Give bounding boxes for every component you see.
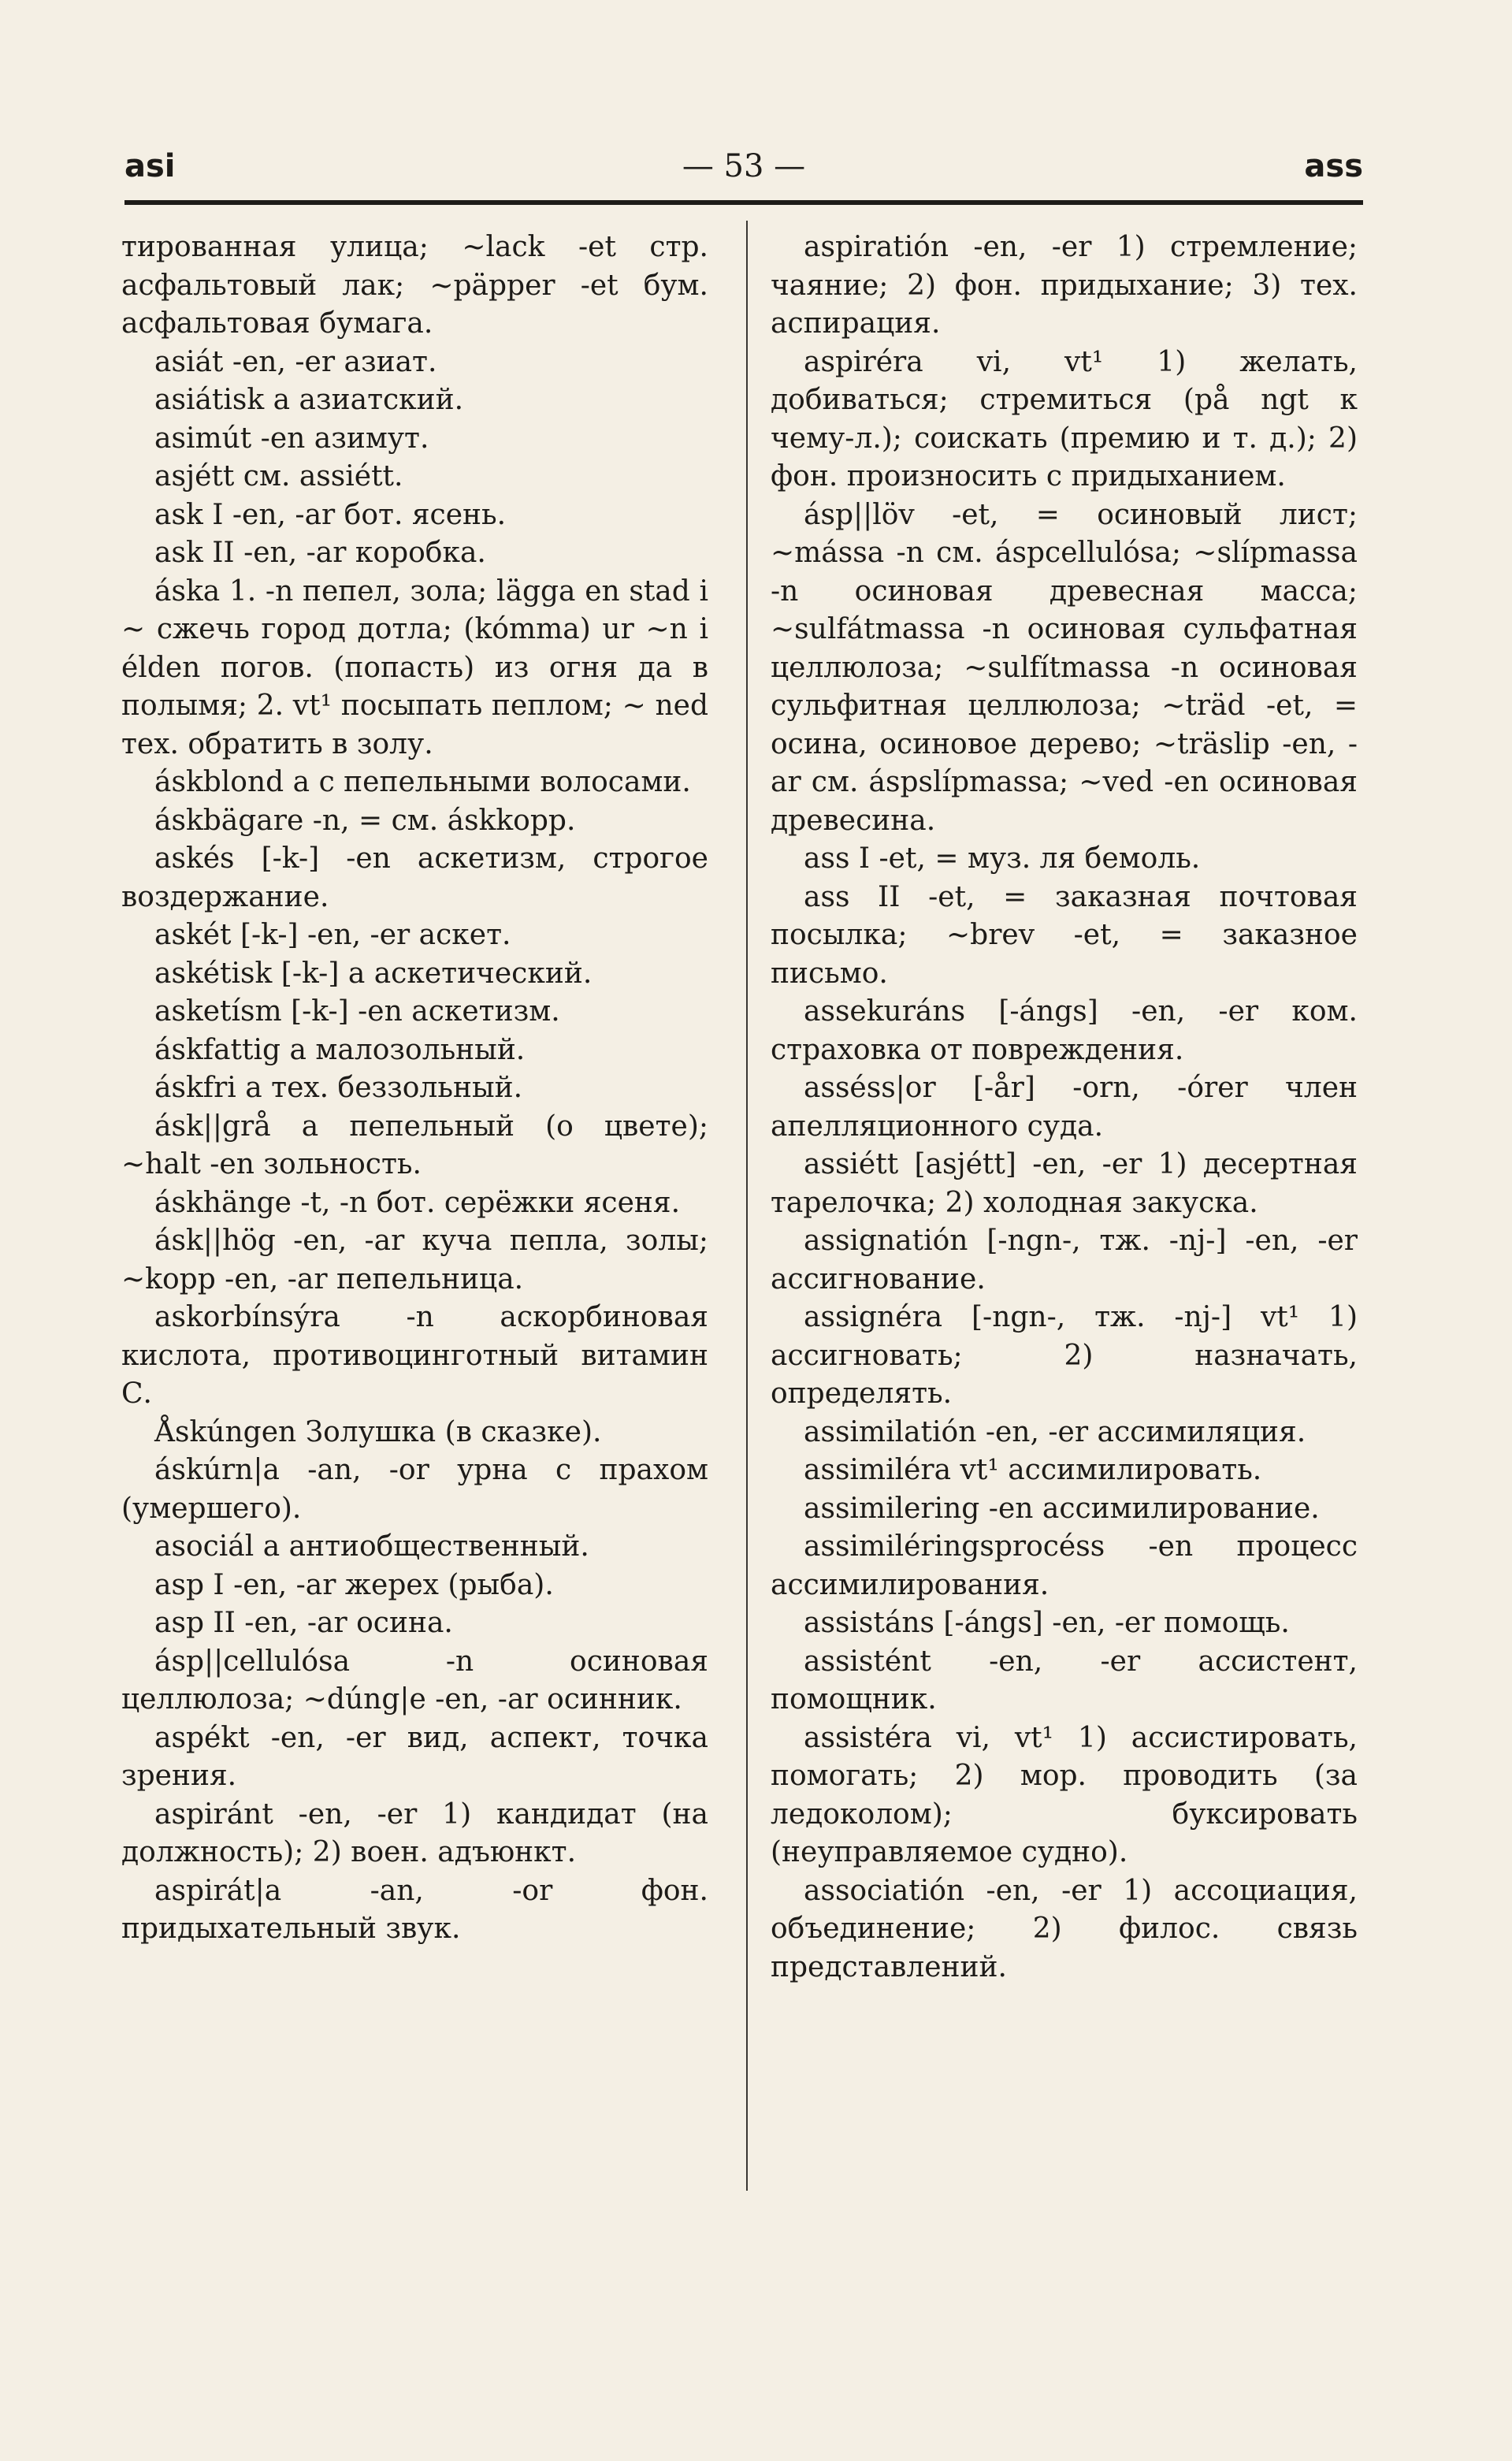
dictionary-entry: associatión -en, -er 1) ассоциация, объединение; 2) филос. связь представлений.	[771, 1874, 1358, 1983]
dictionary-entry: ass I -et, = муз. ля бемоль.	[804, 842, 1201, 875]
dictionary-entry: assistént -en, -er ассистент, помощник.	[771, 1645, 1358, 1716]
dictionary-entry: ask I -en, -ar бот. ясень.	[154, 498, 507, 531]
dictionary-entry: aspékt -en, -er вид, аспект, точка зрения.	[121, 1721, 708, 1792]
dictionary-entry: áskblond a с пепельными волосами.	[154, 766, 691, 798]
dictionary-entry: askés [-k-] -en аскетизм, строгое воздержание.	[121, 842, 708, 913]
dictionary-entry: assimiléra vt¹ ассимилировать.	[804, 1454, 1262, 1486]
dictionary-entry: ass II -et, = заказная почтовая посылка; ~brev -et, = заказное письмо.	[771, 880, 1358, 990]
dictionary-entry: áskhänge -t, -n бот. серёжки ясеня.	[154, 1186, 681, 1219]
dictionary-entry: askét [-k-] -en, -er аскет.	[154, 919, 511, 951]
dictionary-entry: aspirát|a -an, -or фон. придыхательный звук.	[121, 1874, 708, 1945]
dictionary-entry: asimút -en азимут.	[154, 422, 429, 455]
dictionary-entry: assekuráns [-ángs] -en, -er ком. страховка от повреждения.	[771, 995, 1358, 1066]
dictionary-entry: áskúrn|a -an, -or урна с прахом (умершего).	[121, 1454, 708, 1525]
dictionary-entry: assistáns [-ángs] -en, -er помощь.	[804, 1607, 1290, 1639]
dictionary-entry: asséss|or [-år] -orn, -órer член апелляционного суда.	[771, 1072, 1358, 1143]
dictionary-entry: askorbínsýra -n аскорбиновая кислота, противоцинготный витамин С.	[121, 1301, 708, 1410]
dictionary-entry: áska 1. -n пепел, зола; lägga en stad i ~ сжечь город дотла; (kómma) ur ~n i élden погов. (попасть) из огня да в полымя; 2. vt¹ посыпать пеплом; ~ ned тех. обратить в золу.	[121, 574, 708, 760]
dictionary-entry: asketísm [-k-] -en аскетизм.	[154, 995, 560, 1028]
dictionary-entry: áskfattig a малозольный.	[154, 1033, 526, 1066]
dictionary-entry: assimilatión -en, -er ассимиляция.	[804, 1415, 1306, 1448]
dictionary-entry: asp I -en, -ar жерех (рыба).	[154, 1568, 554, 1601]
dictionary-entry: áskbägare -n, = см. áskkopp.	[154, 804, 576, 837]
dictionary-entry: assignéra [-ngn-, тж. -nj-] vt¹ 1) ассигновать; 2) назначать, определять.	[771, 1301, 1358, 1410]
right-column	[771, 229, 1358, 1987]
dictionary-entry: ásk||grå a пепельный (о цвете); ~halt -en зольность.	[121, 1110, 708, 1180]
page-header	[124, 142, 1363, 197]
dictionary-entry: assimilering -en ассимилирование.	[804, 1492, 1320, 1525]
dictionary-entry: asp II -en, -ar осина.	[154, 1607, 453, 1639]
dictionary-entry: ásk||hög -en, -ar куча пепла, золы; ~kopp -en, -ar пепельница.	[121, 1225, 708, 1296]
dictionary-entry: assimiléringsprocéss -en процесс ассимилирования.	[771, 1530, 1358, 1601]
dictionary-entry: asiátisk a азиатский.	[154, 384, 464, 416]
dictionary-entry: asjétt см. assiétt.	[154, 460, 403, 493]
dictionary-entry: askétisk [-k-] a аскетический.	[154, 957, 593, 990]
dictionary-entry: assignatión [-ngn-, тж. -nj-] -en, -er ассигнование.	[771, 1225, 1358, 1296]
dictionary-entry: asiát -en, -er азиат.	[154, 345, 437, 378]
dictionary-entry: Åskúngen Золушка (в сказке).	[154, 1415, 602, 1448]
dictionary-entry: ásp||löv -et, = осиновый лист; ~mássa -n см. áspcellulósa; ~slípmassa -n осиновая древесная масса; ~sulfátmassa -n осиновая сульфатная целлюлоза; ~sulfítmassa -n осиновая сульфитная целлюлоза; ~träd -et, = осина, осиновое дерево; ~träslip -en, -ar см. áspslípmassa; ~ved -en осиновая древесина.	[771, 498, 1358, 837]
dictionary-entry: aspiratión -en, -er 1) стремление; чаяние; 2) фон. придыхание; 3) тех. аспирация.	[771, 231, 1358, 340]
dictionary-entry: тированная улица; ~lack -et стр. асфальтовый лак; ~päpper -et бум. асфальтовая бумага.	[121, 231, 708, 340]
dictionary-entry: áskfri a тех. беззольный.	[154, 1072, 523, 1104]
dictionary-entry: asociál a антиобщественный.	[154, 1530, 589, 1563]
header-rule	[124, 200, 1363, 205]
header-right-guide-word: ass	[1304, 148, 1363, 184]
dictionary-entry: aspiréra vi, vt¹ 1) желать, добиваться; стремиться (på ngt к чему-л.); соискать (премию и т. д.); 2) фон. произносить с придыханием.	[771, 345, 1358, 493]
column-divider	[746, 221, 748, 2191]
left-column	[121, 229, 708, 1949]
dictionary-entry: ásp||cellulósa -n осиновая целлюлоза; ~dúng|e -en, -ar осинник.	[121, 1645, 708, 1716]
dictionary-entry: assistéra vi, vt¹ 1) ассистировать, помогать; 2) мор. проводить (за ледоколом); буксировать (неуправляемое судно).	[771, 1721, 1358, 1868]
dictionary-entry: ask II -en, -ar коробка.	[154, 537, 486, 569]
dictionary-entry: assiétt [asjétt] -en, -er 1) десертная тарелочка; 2) холодная закуска.	[771, 1148, 1358, 1219]
page-number: — 53 —	[682, 148, 806, 184]
header-left-guide-word: asi	[124, 148, 176, 184]
dictionary-entry: aspiránt -en, -er 1) кандидат (на должность); 2) воен. адъюнкт.	[121, 1797, 708, 1868]
